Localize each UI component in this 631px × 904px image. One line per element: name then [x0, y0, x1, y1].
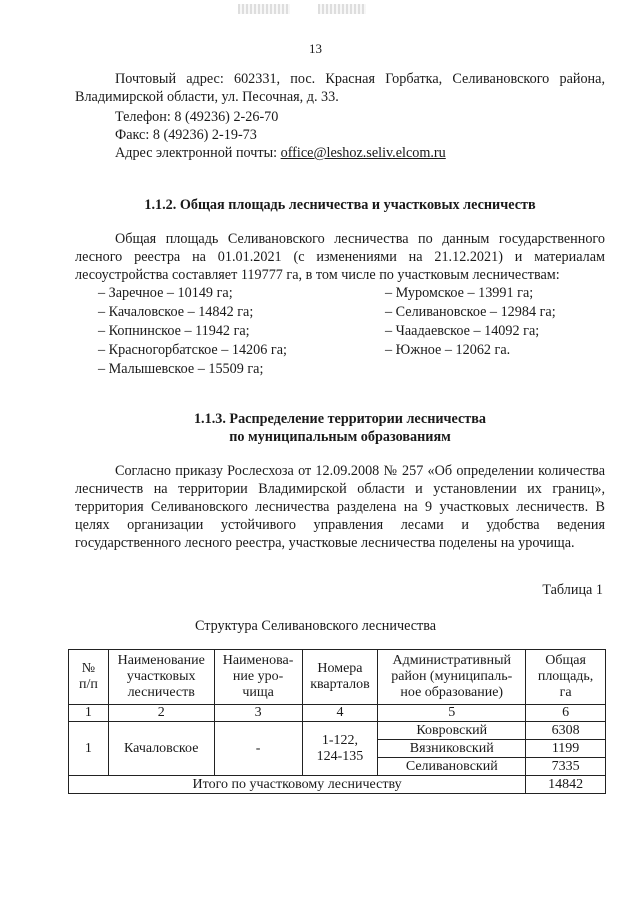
row-area: 6308 — [526, 722, 606, 740]
fax-line: Факс: 8 (49236) 2-19-73 — [115, 127, 257, 143]
section-1-1-2-intro: Общая площадь Селивановского лесничества по данным государственного лесного реестра на 01.01.2021 (с изменениями на 21.12.2021) и материалам лесоустройства составляет 119777 га, в том числе по участковым лесничествам: — [75, 231, 605, 283]
header-area: Общая площадь, га — [526, 650, 606, 705]
row-forestry-name: Качаловское — [108, 722, 214, 776]
table-cell: 5 — [378, 705, 526, 722]
structure-table — [68, 649, 606, 794]
section-1-1-3-text: Согласно приказу Рослесхоза от 12.09.2008 № 257 «Об определении количества лесничеств на территории Владимирской области и установлении их границ», территория Селивановского лесничества разделена на 9 участковых лесничеств. В целях организации устойчивого управления лесами и удобства ведения государственного лесного реестра, участковые лесничества поделены на урочища. — [75, 463, 605, 551]
scan-artifact-left — [238, 4, 290, 14]
list-item: – Селивановское – 12984 га; — [385, 304, 556, 320]
table-cell: 4 — [302, 705, 378, 722]
email-line — [115, 144, 446, 162]
list-item: – Чаадаевское – 14092 га; — [385, 323, 540, 339]
header-district: Административный район (муниципаль- ное образование) — [378, 650, 526, 705]
row-district: Селивановский — [378, 758, 526, 776]
table-cell: 6 — [526, 705, 606, 722]
row-number: 1 — [69, 722, 109, 776]
section-1-1-3-title-line2: по муниципальным образованиям — [229, 429, 451, 445]
section-1-1-3-title-line1: 1.1.3. Распределение территории лесничества — [193, 411, 487, 427]
list-item: – Красногорбатское – 14206 га; — [98, 342, 287, 358]
area-list-left — [98, 284, 287, 379]
list-item: – Малышевское – 15509 га; — [98, 361, 264, 377]
row-area: 7335 — [526, 758, 606, 776]
row-quarters: 1-122, 124-135 — [302, 722, 378, 776]
table-header-row — [69, 650, 606, 705]
header-forestry-name: Наименование участковых лесничеств — [108, 650, 214, 705]
header-quarters: Номера кварталов — [302, 650, 378, 705]
section-1-1-2-title: 1.1.2. Общая площадь лесничества и участковых лесничеств — [144, 197, 536, 213]
scan-artifact-right — [318, 4, 366, 14]
email-label: Адрес электронной почты: — [115, 145, 281, 161]
table-row — [69, 722, 606, 740]
email-link[interactable]: office@leshoz.seliv.elcom.ru — [280, 145, 446, 161]
phone-line: Телефон: 8 (49236) 2-26-70 — [115, 109, 279, 125]
total-value: 14842 — [526, 776, 606, 794]
row-district: Вязниковский — [378, 740, 526, 758]
row-district: Ковровский — [378, 722, 526, 740]
table-cell: 3 — [214, 705, 302, 722]
row-tract: - — [214, 722, 302, 776]
list-item: – Муромское – 13991 га; — [385, 285, 534, 301]
table-label: Таблица 1 — [542, 582, 603, 598]
list-item: – Качаловское – 14842 га; — [98, 304, 254, 320]
list-item: – Южное – 12062 га. — [385, 342, 511, 358]
table-caption: Структура Селивановского лесничества — [194, 618, 437, 634]
total-label: Итого по участковому лесничеству — [69, 776, 526, 794]
list-item: – Заречное – 10149 га; — [98, 285, 233, 301]
list-item: – Копнинское – 11942 га; — [98, 323, 250, 339]
table-cell: 1 — [69, 705, 109, 722]
column-number-row — [69, 705, 606, 722]
page-number: 13 — [309, 41, 322, 56]
postal-address: Почтовый адрес: 602331, пос. Красная Горбатка, Селивановского района, Владимирской области, ул. Песочная, д. 33. — [75, 71, 605, 105]
area-list-right — [385, 284, 556, 360]
table-cell: 2 — [108, 705, 214, 722]
header-number: № п/п — [69, 650, 109, 705]
header-tract-name: Наименова- ние уро- чища — [214, 650, 302, 705]
row-area: 1199 — [526, 740, 606, 758]
table-total-row — [69, 776, 606, 794]
